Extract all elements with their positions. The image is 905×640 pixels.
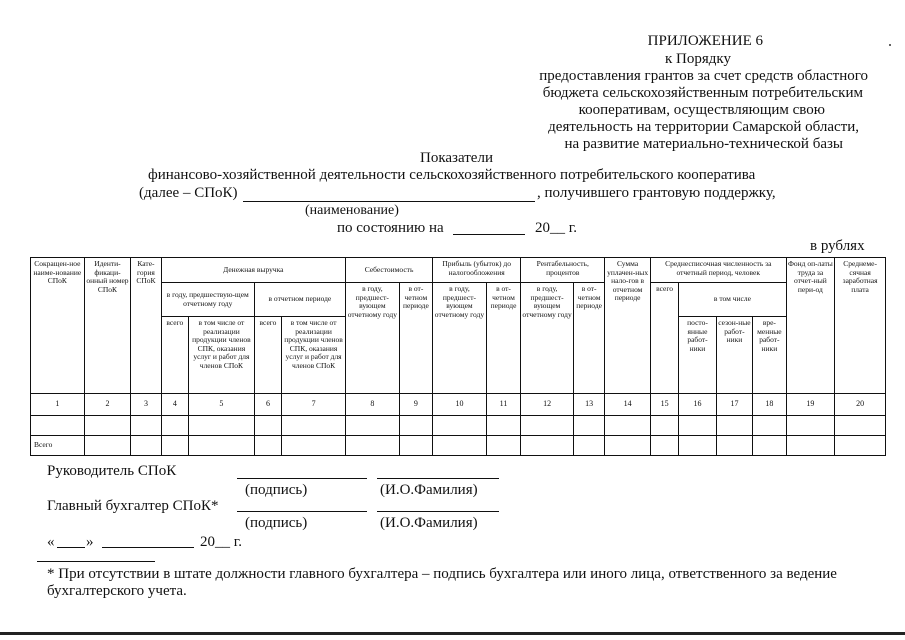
head-name-line bbox=[377, 478, 499, 479]
headcount-permanent: посто-янные работ-ники bbox=[679, 317, 716, 394]
profit-prev-year: в году, предшест-вующем отчетному году bbox=[433, 283, 487, 394]
col-number: 19 bbox=[786, 394, 835, 416]
appendix-line-6: на развитие материально-технической базы bbox=[564, 136, 843, 152]
date-close-quote: » bbox=[86, 534, 94, 550]
col-number: 16 bbox=[679, 394, 716, 416]
head-signature-line bbox=[237, 478, 367, 479]
state-prefix: по состоянию на bbox=[337, 220, 444, 236]
col-category: Кате-гория СПоК bbox=[131, 258, 161, 394]
col-number: 11 bbox=[486, 394, 520, 416]
date-year: 20__ г. bbox=[200, 534, 242, 550]
accountant-name-line bbox=[377, 511, 499, 512]
corner-dot bbox=[889, 44, 891, 46]
headcount-seasonal: сезон-ные работ-ники bbox=[716, 317, 752, 394]
revenue-report-period: в отчетном периоде bbox=[254, 283, 345, 317]
col-number: 4 bbox=[161, 394, 188, 416]
col-profitability: Рентабельность, процентов bbox=[521, 258, 605, 283]
col-number: 8 bbox=[346, 394, 400, 416]
spok-name-line bbox=[243, 201, 535, 202]
revenue-prev-total: всего bbox=[161, 317, 188, 394]
col-number: 5 bbox=[188, 394, 254, 416]
appendix-line-2: предоставления грантов за счет средств областного bbox=[539, 68, 868, 84]
col-number: 14 bbox=[605, 394, 651, 416]
profit-report-period: в от-четном периоде bbox=[486, 283, 520, 394]
doc-subtitle: финансово-хозяйственной деятельности сельскохозяйственного потребительского кооператива bbox=[148, 167, 756, 183]
revenue-report-total: всего bbox=[254, 317, 281, 394]
date-open-quote: « bbox=[47, 534, 55, 550]
col-avg-salary: Среднеме-сячная заработная плата bbox=[835, 258, 886, 394]
cost-report-period: в от-четном периоде bbox=[399, 283, 432, 394]
col-payroll-fund: Фонд оп-латы труда за отчет-ный пери-од bbox=[786, 258, 835, 394]
col-profit: Прибыль (убыток) до налогообложения bbox=[433, 258, 521, 283]
doc-title: Показатели bbox=[420, 150, 493, 166]
state-date-line bbox=[453, 234, 525, 235]
column-numbers-row bbox=[31, 394, 886, 416]
appendix-line-3: бюджета сельскохозяйственным потребительским bbox=[542, 85, 863, 101]
accountant-signature-line bbox=[237, 511, 367, 512]
revenue-report-members: в том числе от реализации продукции членов СПК, оказания услуг и работ для членов СПоК bbox=[282, 317, 346, 394]
col-number: 18 bbox=[753, 394, 786, 416]
cost-prev-year: в году, предшест-вующем отчетному году bbox=[346, 283, 400, 394]
page-bottom-rule bbox=[0, 632, 905, 635]
col-cost: Себестоимость bbox=[346, 258, 433, 283]
appendix-line-1: к Порядку bbox=[665, 51, 731, 67]
spok-short-label: (далее – СПоК) bbox=[139, 185, 238, 201]
col-number: 15 bbox=[650, 394, 678, 416]
naming-caption: (наименование) bbox=[305, 203, 399, 218]
col-number: 13 bbox=[573, 394, 604, 416]
table-row bbox=[31, 416, 886, 436]
head-name-caption: (И.О.Фамилия) bbox=[380, 482, 478, 498]
col-number: 6 bbox=[254, 394, 281, 416]
revenue-prev-year: в году, предшествую-щем отчетному году bbox=[161, 283, 254, 317]
col-revenue: Денежная выручка bbox=[161, 258, 345, 283]
date-month-line bbox=[102, 547, 194, 548]
date-day-line bbox=[57, 547, 85, 548]
col-number: 17 bbox=[716, 394, 752, 416]
footnote-rule bbox=[37, 561, 155, 562]
headcount-total: всего bbox=[650, 283, 678, 394]
state-year: 20__ г. bbox=[535, 220, 577, 236]
headcount-temporary: вре-менные работ-ники bbox=[753, 317, 786, 394]
col-number: 10 bbox=[433, 394, 487, 416]
appendix-line-5: деятельность на территории Самарской области, bbox=[548, 119, 859, 135]
appendix-line-4: кооперативам, осуществляющим свою bbox=[578, 102, 825, 118]
col-id-number: Иденти-фикаци-онный номер СПоК bbox=[84, 258, 131, 394]
col-number: 20 bbox=[835, 394, 886, 416]
col-headcount: Среднесписочная численность за отчетный период, человек bbox=[650, 258, 786, 283]
units-label: в рублях bbox=[810, 238, 865, 254]
col-number: 7 bbox=[282, 394, 346, 416]
col-number: 2 bbox=[84, 394, 131, 416]
total-row-label: Всего bbox=[31, 436, 85, 456]
indicators-table bbox=[30, 257, 886, 456]
table-total-row bbox=[31, 436, 886, 456]
head-label: Руководитель СПоК bbox=[47, 463, 177, 479]
footnote-line-2: бухгалтерского учета. bbox=[47, 583, 187, 599]
accountant-signature-caption: (подпись) bbox=[245, 515, 308, 531]
revenue-prev-members: в том числе от реализации продукции членов СПК, оказания услуг и работ для членов СПоК bbox=[188, 317, 254, 394]
col-taxes: Сумма уплачен-ных нало-гов в отчетном периоде bbox=[605, 258, 651, 394]
profitability-prev-year: в году, предшест-вующем отчетному году bbox=[521, 283, 574, 394]
col-number: 3 bbox=[131, 394, 161, 416]
col-number: 1 bbox=[31, 394, 85, 416]
head-signature-caption: (подпись) bbox=[245, 482, 308, 498]
appendix-number: ПРИЛОЖЕНИЕ 6 bbox=[647, 33, 763, 49]
grant-support-text: , получившего грантовую поддержку, bbox=[537, 185, 776, 201]
footnote-line-1: * При отсутствии в штате должности главного бухгалтера – подпись бухгалтера или иного лица, ответственного за ведение bbox=[47, 566, 837, 582]
col-number: 9 bbox=[399, 394, 432, 416]
col-number: 12 bbox=[521, 394, 574, 416]
accountant-name-caption: (И.О.Фамилия) bbox=[380, 515, 478, 531]
accountant-label: Главный бухгалтер СПоК* bbox=[47, 498, 219, 514]
profitability-report-period: в от-четном периоде bbox=[573, 283, 604, 394]
col-short-name: Сокращен-ное наиме-нование СПоК bbox=[31, 258, 85, 394]
headcount-including: в том числе bbox=[679, 283, 786, 317]
